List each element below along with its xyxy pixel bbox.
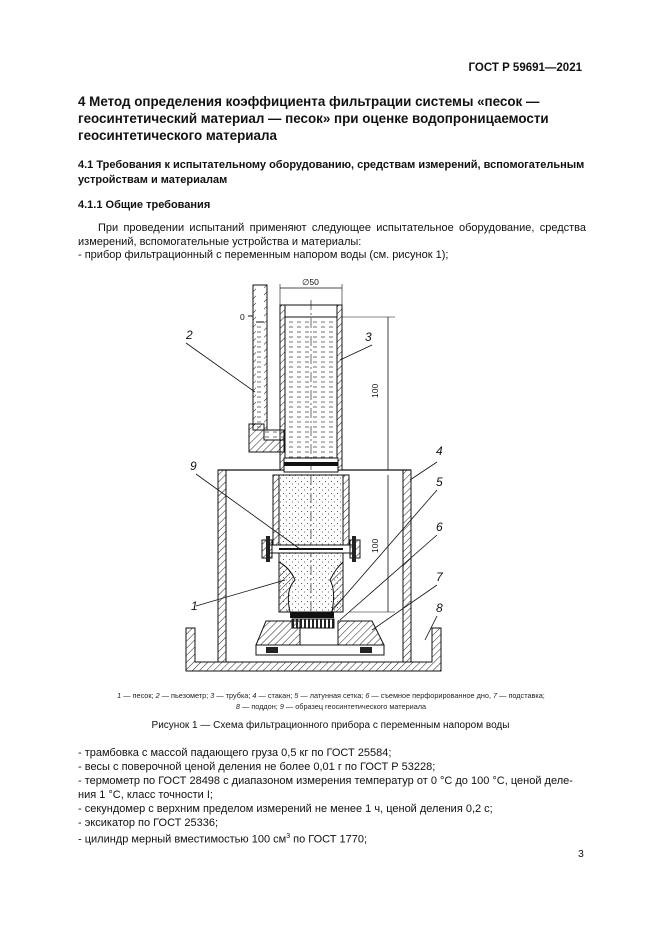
legend-text: — пьезометр; — [159, 691, 211, 700]
callout-7: 7 — [436, 570, 443, 584]
list-item-text: - цилиндр мерный вместимостью 100 см — [78, 833, 287, 846]
diameter-label: ∅50 — [302, 277, 319, 287]
section-4-1-heading: 4.1 Требования к испытательному оборудованию, средствам измерений, вспомогательным устройствам и материалам — [78, 159, 585, 186]
list-item: - секундомер с верхним пределом измерений не менее 1 ч, ценой деления 0,2 с; — [78, 803, 493, 815]
upper-tube — [280, 300, 342, 472]
lower-height-label: 100 — [370, 538, 380, 553]
section-4-1-1-heading: 4.1.1 Общие требования — [78, 199, 211, 211]
legend-number: 5 — [294, 691, 299, 700]
legend-number: 2 — [155, 691, 160, 700]
list-item — [78, 830, 586, 847]
legend-text: — трубка; — [214, 691, 253, 700]
section-4-heading: 4 Метод определения коэффициента фильтрации системы «песок — геосинтетический материал — песок» при оценке водопроницаемости геосинтетического материала — [78, 94, 549, 143]
legend-text: — песок; — [121, 691, 156, 700]
sand-cylinder — [273, 475, 349, 612]
legend-number: 1 — [117, 691, 122, 700]
zero-mark-label: 0 — [240, 312, 245, 322]
list-item: - трамбовка с массой падающего груза 0,5 кг по ГОСТ 25584; — [78, 747, 392, 759]
list-item-continuation: ния 1 °С, класс точности I; — [78, 789, 213, 801]
legend-number: 6 — [365, 691, 370, 700]
piezometer — [248, 285, 284, 452]
document-header: ГОСТ Р 59691—2021 — [468, 62, 582, 74]
intro-paragraph: При проведении испытаний применяют следующее испытательное оборудование, средства измерений, вспомогательные устройства и материалы: — [78, 222, 586, 248]
callout-3: 3 — [365, 330, 372, 344]
legend-number: 8 — [235, 702, 240, 711]
callout-2: 2 — [186, 328, 193, 342]
legend-text: — подставка; — [497, 691, 545, 700]
legend-text: — стакан; — [256, 691, 295, 700]
figure-caption: Рисунок 1 — Схема фильтрационного прибора с переменным напором воды — [151, 720, 510, 731]
upper-height-label: 100 — [370, 383, 380, 398]
legend-number: 9 — [279, 702, 284, 711]
list-item: - весы с поверочной ценой деления не более 0,01 г по ГОСТ Р 53228; — [78, 761, 436, 773]
legend-text: — поддон; — [239, 702, 280, 711]
page-number: 3 — [578, 848, 584, 860]
legend-text: — образец геосинтетического материала — [283, 702, 427, 711]
callout-5: 5 — [436, 475, 443, 489]
legend-text: — латунная сетка; — [298, 691, 366, 700]
perforated-bottom — [290, 612, 334, 628]
figure-legend — [48, 690, 614, 712]
list-item: - эксикатор по ГОСТ 25336; — [78, 817, 219, 829]
callout-1: 1 — [191, 599, 198, 613]
legend-number: 3 — [210, 691, 215, 700]
list-item: - термометр по ГОСТ 28498 с диапазоном измерения температур от 0 °С до 100 °С, ценой деле- — [78, 775, 573, 787]
callout-4: 4 — [436, 444, 443, 458]
legend-number: 7 — [493, 691, 498, 700]
legend-text: — съемное перфорированное дно, — [369, 691, 494, 700]
list-item: - прибор фильтрационный с переменным напором воды (см. рисунок 1); — [78, 249, 449, 261]
superscript: 3 — [286, 833, 291, 840]
legend-number: 4 — [252, 691, 257, 700]
list-item-text: по ГОСТ 1770; — [290, 833, 368, 846]
callout-9: 9 — [190, 459, 197, 473]
callout-6: 6 — [436, 520, 443, 534]
callout-8: 8 — [436, 601, 443, 615]
